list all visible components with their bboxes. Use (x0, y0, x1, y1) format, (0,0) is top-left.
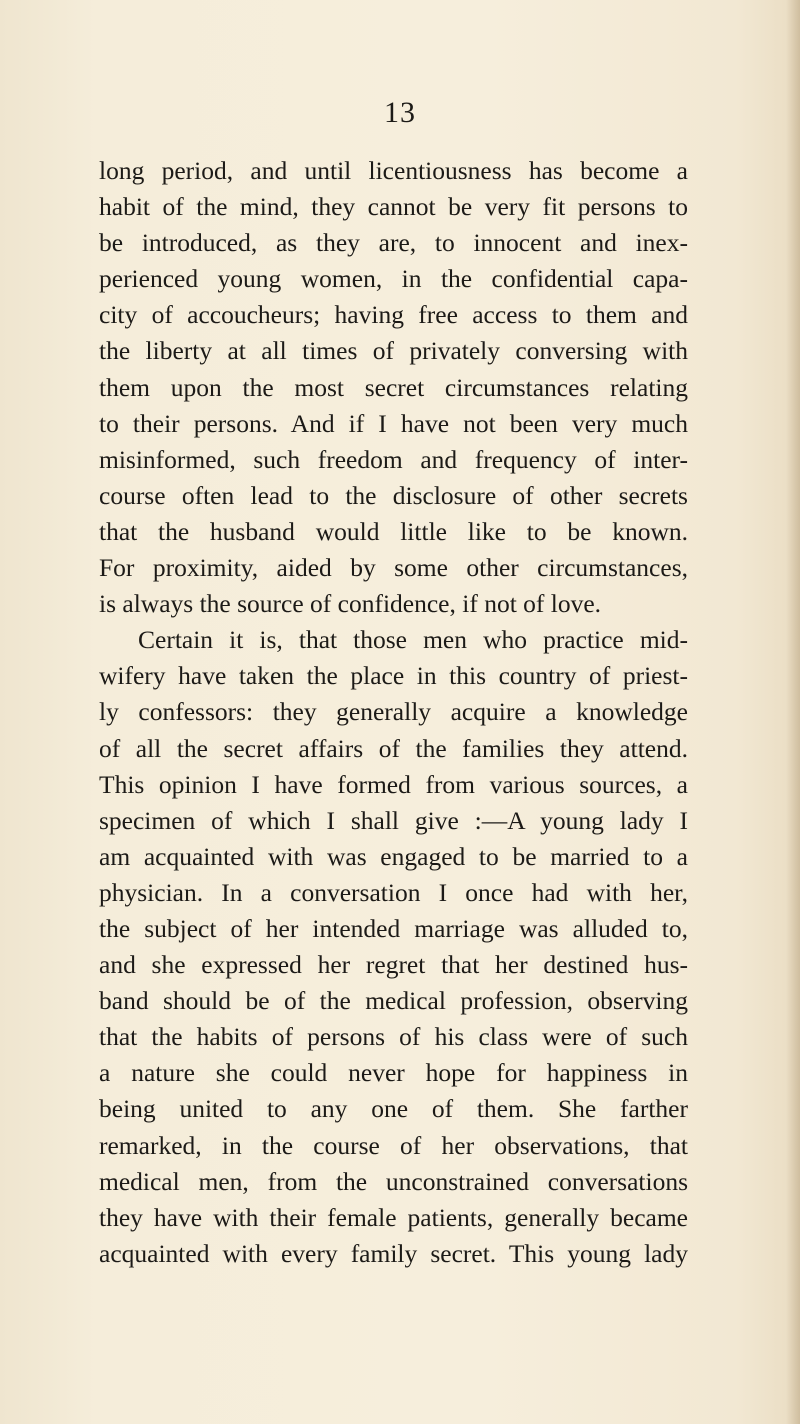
text-line: and she expressed her regret that her destined hus- (99, 950, 688, 980)
text-line: the subject of her intended marriage was alluded to, (99, 913, 688, 943)
text-line: Certain it is, that those men who practice mid- (138, 625, 688, 655)
text-line: being united to any one of them. She farther (99, 1094, 688, 1124)
text-line: misinformed, such freedom and frequency of inter- (99, 444, 688, 474)
text-line: course often lead to the disclosure of other secrets (99, 480, 688, 510)
body-text (99, 153, 688, 1272)
text-line: that the habits of persons of his class were of such (99, 1022, 688, 1052)
text-line: to their persons. And if I have not been very much (99, 408, 688, 438)
page-edge-shadow (786, 0, 800, 1424)
page-number: 13 (384, 96, 416, 129)
text-line: wifery have taken the place in this country of priest- (99, 661, 688, 691)
text-line: specimen of which I shall give :—A young lady I (99, 805, 688, 835)
text-line: city of accoucheurs; having free access to them and (99, 300, 688, 330)
text-line: remarked, in the course of her observations, that (99, 1130, 688, 1160)
text-line: habit of the mind, they cannot be very fit persons to (99, 192, 688, 222)
text-line: band should be of the medical profession, observing (99, 986, 688, 1016)
text-line: ly confessors: they generally acquire a knowledge (99, 697, 688, 727)
text-line: them upon the most secret circumstances relating (99, 372, 688, 402)
text-line: is always the source of confidence, if not of love. (99, 589, 602, 619)
text-line: For proximity, aided by some other circumstances, (99, 553, 688, 583)
text-line: perienced young women, in the confidential capa- (99, 264, 688, 294)
text-line: This opinion I have formed from various sources, a (99, 769, 688, 799)
text-line: be introduced, as they are, to innocent and inex- (99, 228, 688, 258)
text-line: of all the secret affairs of the families they attend. (99, 733, 688, 763)
text-line: they have with their female patients, generally became (99, 1202, 688, 1232)
text-line: acquainted with every family secret. This young lady (99, 1238, 688, 1268)
text-line: am acquainted with was engaged to be married to a (99, 841, 688, 871)
text-line: that the husband would little like to be known. (99, 516, 688, 546)
text-line: medical men, from the unconstrained conversations (99, 1166, 688, 1196)
text-line: long period, and until licentiousness has become a (99, 156, 688, 185)
text-line: a nature she could never hope for happiness in (99, 1058, 688, 1088)
text-line: physician. In a conversation I once had with her, (99, 877, 688, 907)
text-line: the liberty at all times of privately conversing with (99, 336, 688, 366)
